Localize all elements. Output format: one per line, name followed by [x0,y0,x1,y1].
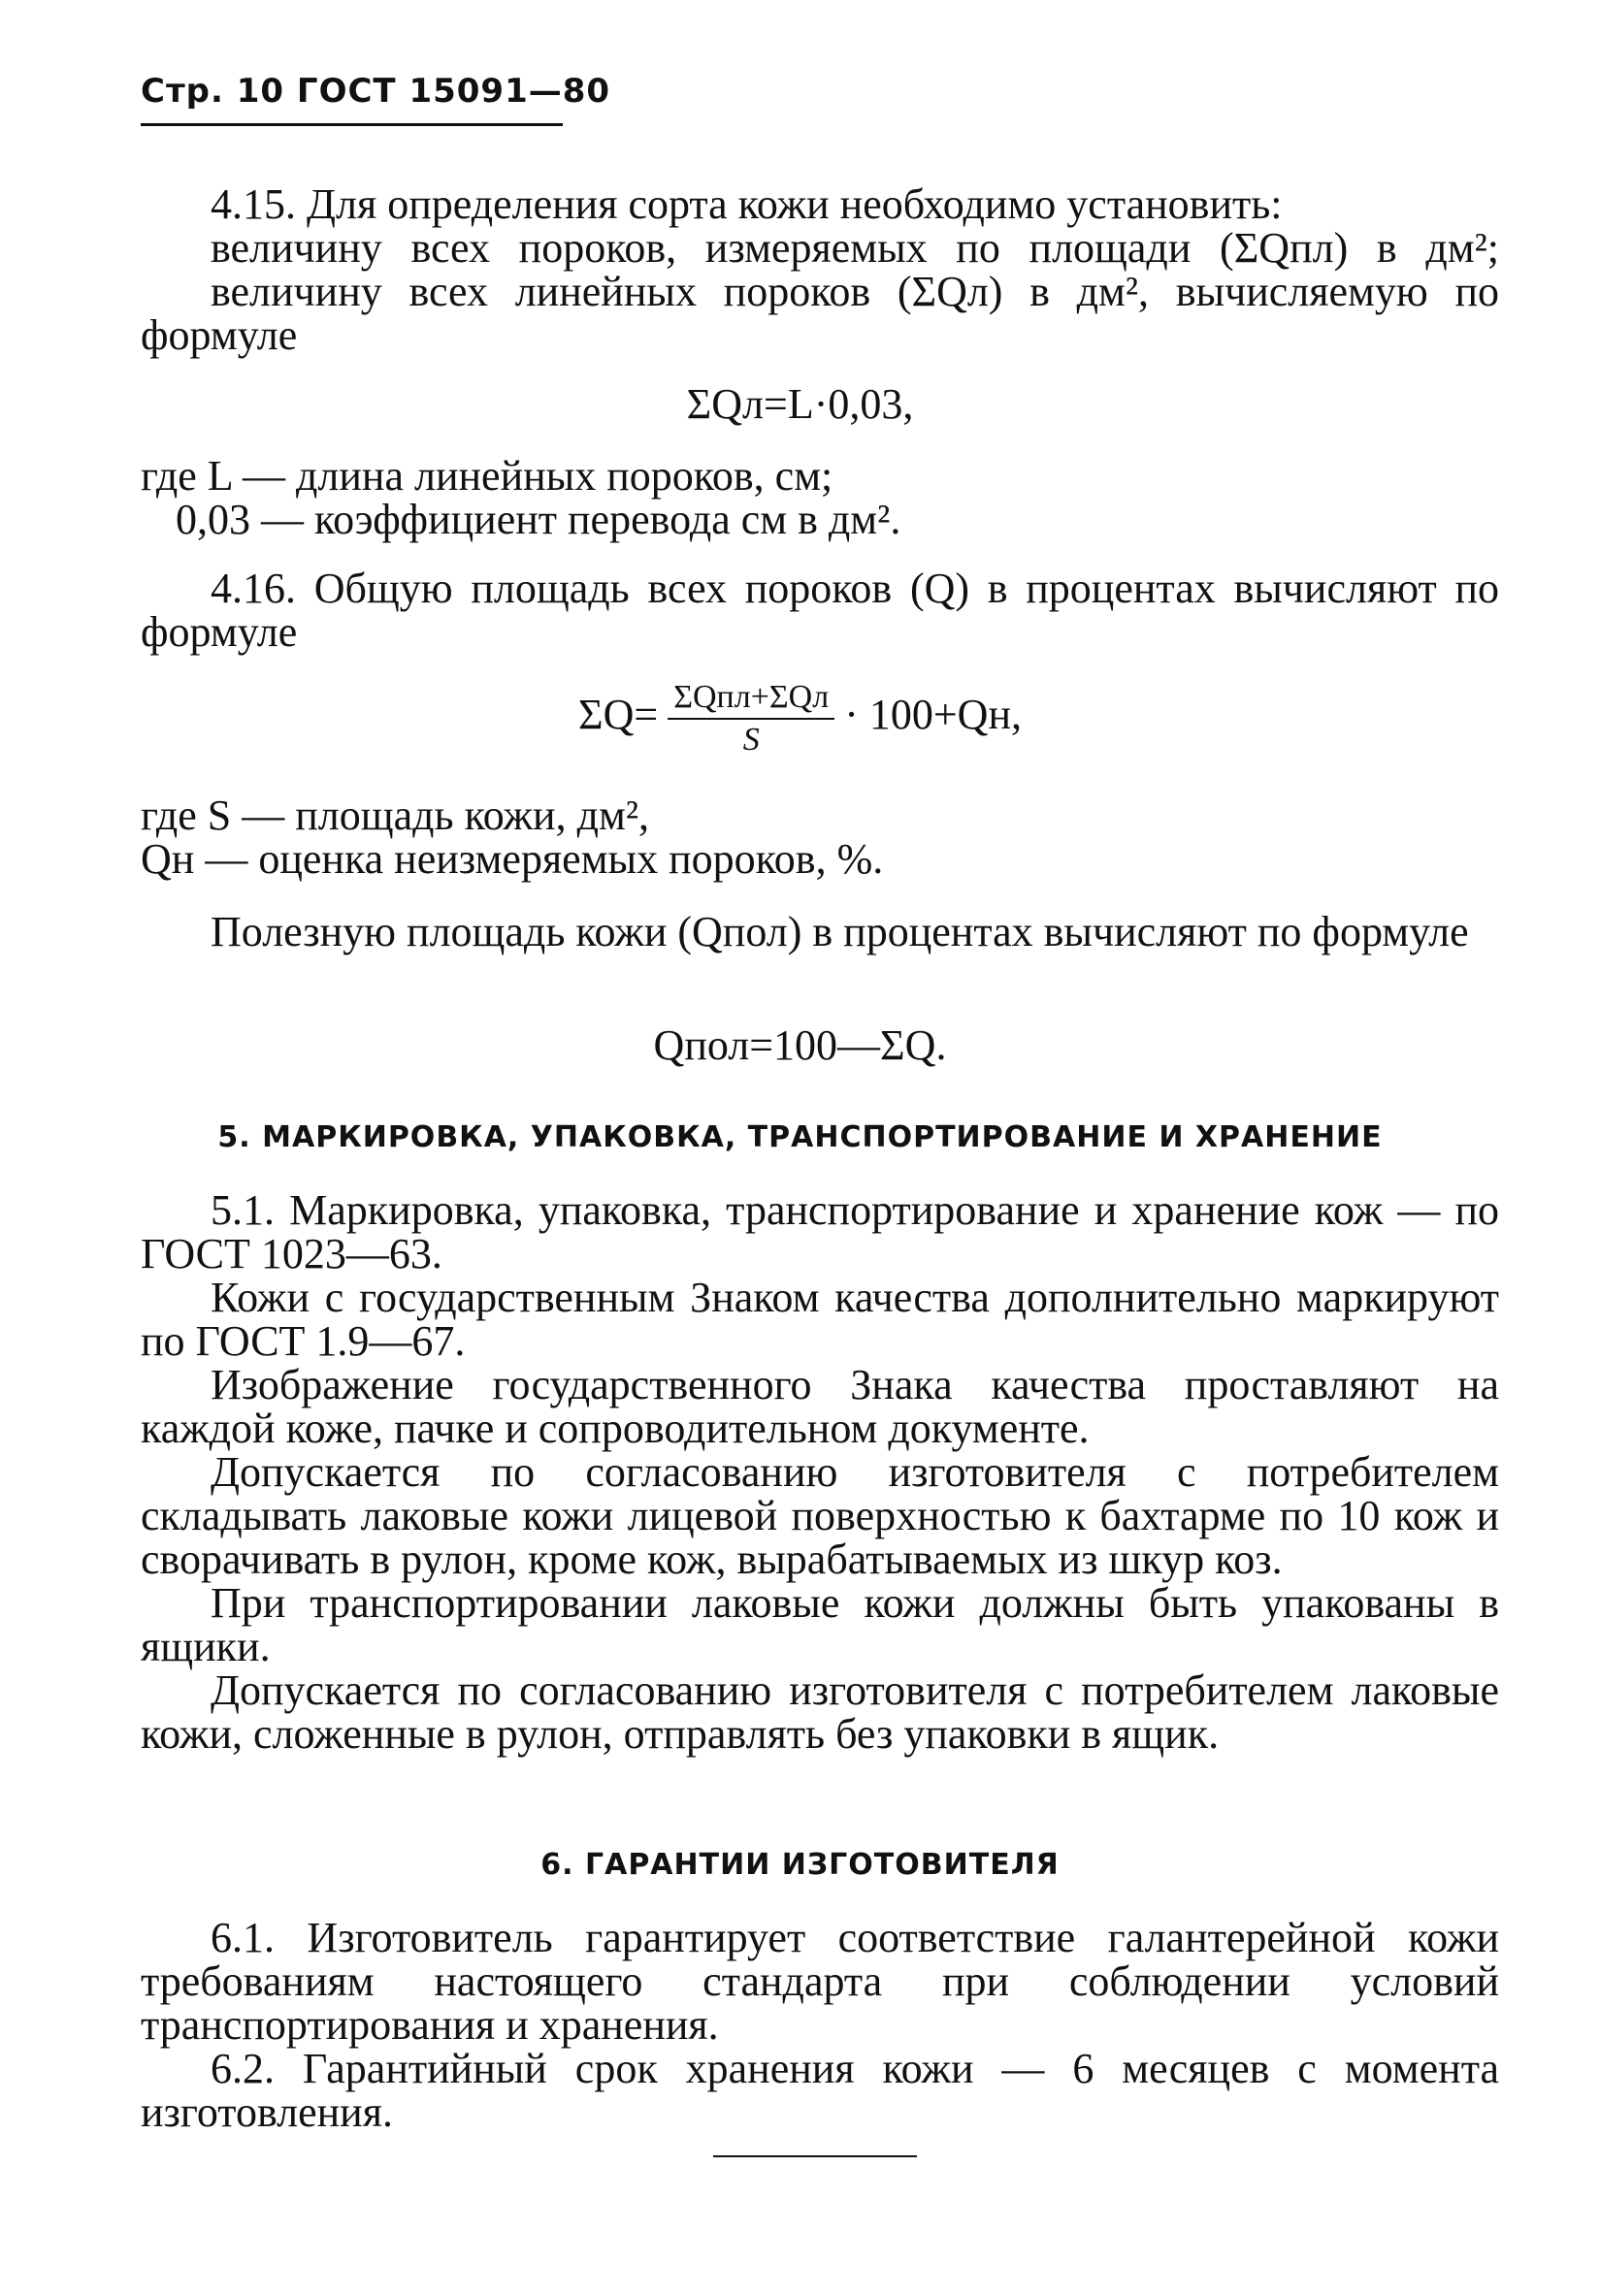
clause-5-1-transport: При транспортировании лаковые кожи должны быть упакованы в ящики. [141,1579,1499,1670]
legend-Qn: Qн — оценка неизмеряемых пороков, %. [141,835,884,883]
formula-1-legend [141,454,1499,541]
clause-5-1-rolling: Допускается по согласованию изготовителя с потребителем складывать лаковые кожи лицевой поверхностью к бахтарме по 10 кож и сворачивать в рулон, кроме кож, вырабатываемых из шкур коз. [141,1448,1499,1583]
header-rule [141,123,563,126]
clause-4-16 [141,566,1499,654]
formula-numerator: ΣQпл+ΣQл [668,679,834,720]
formula-total-rhs: · 100+Qн, [844,691,1022,739]
end-rule [713,2155,917,2157]
clause-5-1: 5.1. Маркировка, упаковка, транспортирование и хранение кож — по ГОСТ 1023—63. [141,1186,1499,1277]
section-6-body [141,1916,1499,2134]
clause-6-1: 6.1. Изготовитель гарантирует соответствие галантерейной кожи требованиям настоящего стандарта при соблюдении условий транспортирования и хранения. [141,1914,1499,2049]
formula-2-legend [141,793,1499,881]
clause-5-1-no-packing: Допускается по согласованию изготовителя с потребителем лаковые кожи, сложенные в рулон, отправлять без упаковки в ящик. [141,1666,1499,1758]
formula-denominator: S [742,722,760,758]
section-5-heading: 5. МАРКИРОВКА, УПАКОВКА, ТРАНСПОРТИРОВАНИЕ И ХРАНЕНИЕ [217,1120,1383,1154]
useful-area-paragraph [141,910,1499,954]
clause-5-1-quality-mark: Кожи с государственным Знаком качества дополнительно маркируют по ГОСТ 1.9—67. [141,1274,1499,1365]
clause-5-1-mark-image: Изображение государственного Знака качества проставляют на каждой коже, пачке и сопроводительном документе. [141,1361,1499,1452]
formula-total-lhs: ΣQ= [578,691,659,739]
clause-4-15-line2: величину всех линейных пороков (ΣQл) в дм², вычисляемую по формуле [141,268,1499,359]
clause-6-2: 6.2. Гарантийный срок хранения кожи — 6 месяцев с момента изготовления. [141,2045,1499,2136]
formula-total-defects [0,679,1600,759]
formula-fraction [668,679,834,759]
formula-useful-area: Qпол=100—ΣQ. [653,1021,947,1069]
page-header: Стр. 10 ГОСТ 15091—80 [141,72,611,111]
legend-coefficient: 0,03 — коэффициент перевода см в дм². [176,496,901,543]
section-5-body [141,1188,1499,1756]
clause-4-16-intro: 4.16. Общую площадь всех пороков (Q) в процентах вычисляют по формуле [141,565,1499,656]
clause-4-15 [141,182,1499,357]
legend-S: где S — площадь кожи, дм², [141,792,650,839]
legend-L: где L — длина линейных пороков, см; [141,452,833,500]
clause-4-15-line1: величину всех пороков, измеряемых по площади (ΣQпл) в дм²; [211,224,1499,272]
formula-linear-defects: ΣQл=L·0,03, [686,380,914,428]
useful-area-text: Полезную площадь кожи (Qпол) в процентах вычисляют по формуле [211,908,1469,955]
clause-4-15-intro: 4.15. Для определения сорта кожи необходимо установить: [211,180,1283,228]
section-6-heading: 6. ГАРАНТИИ ИЗГОТОВИТЕЛЯ [540,1848,1060,1882]
